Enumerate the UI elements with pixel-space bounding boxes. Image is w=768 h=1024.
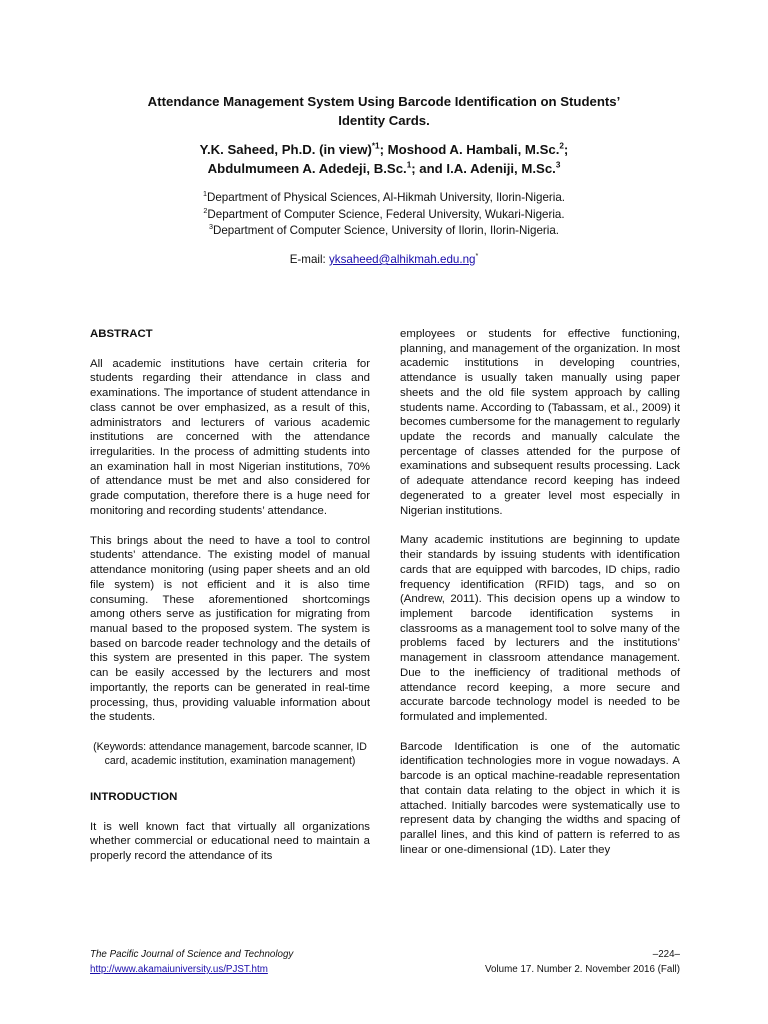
author-adeniji: ; and I.A. Adeniji, M.Sc. [411,161,556,176]
affiliation-text: Department of Physical Sciences, Al-Hikmah University, Ilorin-Nigeria. [206,191,566,204]
abstract-paragraph-2: This brings about the need to have a tool to control students’ attendance. The existing model of manual attendance monitoring (using paper sheets and an old file system) is not efficient and it is also time consuming. These aforementioned shortcomings among others serve as justification for migrating from manual based to the proposed system. The system is based on barcode reader technology and the details of this system are presented in this paper. The system can be easily accessed by the lecturers and most importantly, the reports can be generated in real-time processing, thus, providing valuable information about the students. [90,534,370,724]
title-line-2: Identity Cards. [338,113,430,128]
journal-url-link[interactable]: http://www.akamaiuniversity.us/PJST.htm [90,964,268,975]
contact-email [90,252,678,268]
email-sup: * [475,251,479,261]
author-list [90,140,678,178]
paper-title [90,92,678,130]
title-line-1: Attendance Management System Using Barcode Identification on Students’ [147,94,621,109]
keywords: (Keywords: attendance management, barcode scanner, ID card, academic institution, examination management) [93,740,367,768]
author-adedeji: Abdulmumeen A. Adedeji, B.Sc. [207,161,407,176]
volume-info: Volume 17. Number 2. November 2016 (Fall) [485,964,680,975]
abstract-heading: ABSTRACT [90,328,153,340]
author-sup: 2 [559,141,564,151]
journal-name: The Pacific Journal of Science and Technology [90,949,294,960]
affiliation-2 [90,207,678,224]
affiliation-text: Department of Computer Science, University of Ilorin, Ilorin-Nigeria. [212,224,559,237]
introduction-paragraph-1: It is well known fact that virtually all organizations whether commercial or educational need to maintain a properly record the attendance of its [90,820,370,863]
author-hambali: ; Moshood A. Hambali, M.Sc. [379,142,560,157]
author-sup: *1 [371,141,380,151]
right-paragraph-2: Many academic institutions are beginning to update their standards by issuing students with identification cards that are equipped with barcodes, ID chips, radio frequency identification (RFID) tags, and so on (Andrew, 2011). This decision opens up a window to implement barcode identification systems in classrooms as a management tool to solve many of the problems faced by lecturers and the institutions’ management in classroom attendance management. Due to the inefficiency of traditional methods of attendance record keeping, a more secure and accurate barcode technology model is needed to be formulated and implemented. [400,534,680,723]
affiliation-sup: 1 [202,189,207,199]
author-separator: ; [563,142,569,157]
author-saheed: Y.K. Saheed, Ph.D. (in view) [199,142,372,157]
author-sup: 1 [406,160,412,170]
email-link[interactable]: yksaheed@alhikmah.edu.ng [329,253,476,266]
affiliation-sup: 3 [208,222,213,232]
affiliations [90,190,678,240]
right-paragraph-3: Barcode Identification is one of the automatic identification technologies more in vogue nowadays. A barcode is an optical machine-readable representation that contain data relating to the object in which it is attached. Initially barcodes were systematically use to represent data by changing the widths and spacing of parallel lines, and this kind of pattern is referred to as linear or one-dimensional (1D). Later they [400,740,680,856]
author-sup: 3 [555,160,561,170]
footer-left [90,947,293,977]
abstract-paragraph-1: All academic institutions have certain criteria for students regarding their attendance in class and examinations. The importance of student attendance in class cannot be over emphasized, as a result of this, administrators and lecturers of various academic institutions are concerned with the attendance irregularities. In the process of admitting students into an examination hall in most Nigerian institutions, 70% of attendance must be met and also considered for grade computation, therefore there is a huge need for monitoring and recording students’ attendance. [90,357,370,517]
left-column [90,327,370,864]
email-label: E-mail: [289,253,329,266]
page-number: –224– [652,949,680,960]
footer-right [485,947,680,977]
introduction-heading: INTRODUCTION [90,790,178,803]
affiliation-text: Department of Computer Science, Federal University, Wukari-Nigeria. [207,207,565,221]
affiliation-sup: 2 [203,205,208,215]
right-column [400,327,680,857]
right-paragraph-1: employees or students for effective functioning, planning, and management of the organization. In most academic institutions in developing countries, attendance is usually taken manually using paper sheets and the old file system approach by calling students name. According to (Tabassam, et al., 2009) it becomes cumbersome for the management to regularly update the records and manually calculate the percentage of classes attended for the purpose of examinations and subsequent results processing. Lack of adequate attendance record keeping has indeed degenerated to a greater level most especially in Nigerian institutions. [400,328,680,517]
affiliation-3 [90,223,678,240]
affiliation-1 [90,190,678,207]
